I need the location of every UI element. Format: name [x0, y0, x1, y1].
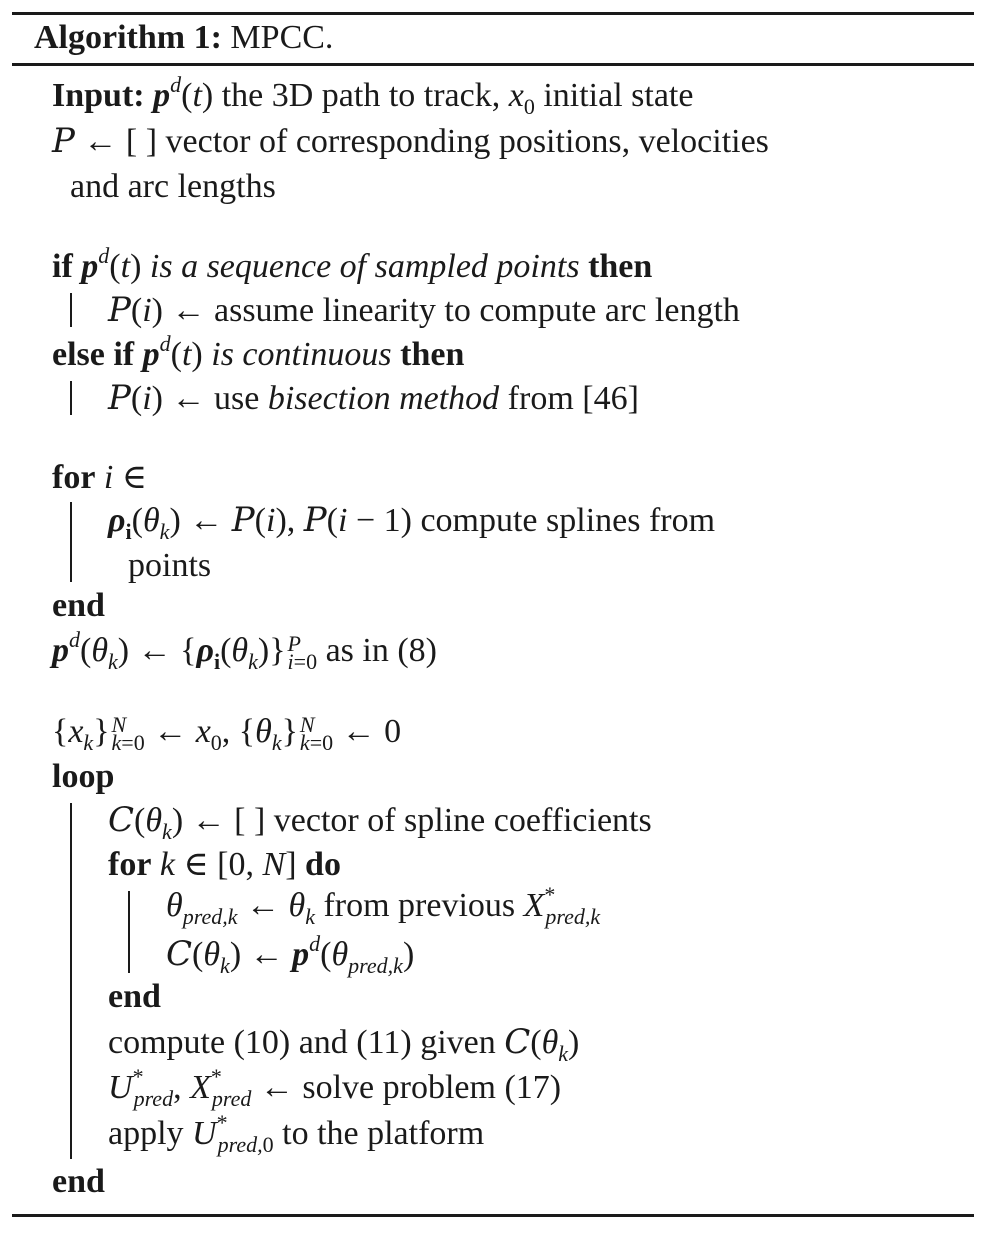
compute-text: compute (10) and (11) given	[108, 1024, 496, 1061]
math-u-x-pred: $U^*_{pred}$, $X^*_{pred}$ ←	[108, 1064, 294, 1111]
algorithm-name: MPCC.	[230, 19, 334, 56]
math-x-pred-k: $X^*_{pred,k}$	[523, 882, 601, 929]
apply-line	[108, 1110, 485, 1157]
input-keyword: Input:	[52, 77, 145, 114]
if-body-text: assume linearity to compute arc length	[214, 292, 740, 329]
p-vector-cont-text: and arc lengths	[70, 168, 276, 205]
p-vector-text: vector of corresponding positions, velocities	[165, 123, 769, 160]
solve-line	[108, 1064, 562, 1111]
bottom-rule	[12, 1214, 974, 1217]
pd-text: as in (8)	[325, 632, 438, 669]
apply-post-text: to the platform	[282, 1115, 485, 1152]
math-init: $\{x_k\}$ N k=0 ← $x_0$, $\{\theta_k\}$ N k=0 ← 0	[52, 712, 402, 756]
algorithm-label: Algorithm 1:	[34, 19, 222, 56]
math-pd-t: $p^d(t)$	[153, 72, 214, 114]
math-p-i: P(i) ←	[108, 290, 206, 330]
for2-line	[108, 845, 341, 885]
init-line	[52, 712, 402, 756]
then-keyword: then	[588, 248, 653, 285]
for-keyword: for	[52, 459, 96, 496]
for-body-continuation	[128, 546, 211, 586]
for-body-bar	[70, 502, 72, 582]
math-c-assign: $C(\theta_k)$ ← $p^d(\theta_{pred,k})$	[166, 931, 415, 978]
math-x0: $x_0$	[508, 77, 535, 119]
if-body-line	[108, 290, 740, 331]
p-vector-continuation	[70, 167, 276, 207]
for2-end-line	[108, 977, 161, 1017]
theta-pred-line	[166, 882, 601, 929]
for-body-line	[108, 500, 716, 544]
math-c-theta: $C(\theta_k)$	[504, 1022, 580, 1066]
math-rho-assign: $\rho_i(\theta_k)$ ← P(i), P(i − 1)	[108, 500, 412, 544]
end-keyword-3: end	[52, 1163, 105, 1200]
for2-keyword: for	[108, 846, 152, 883]
top-rule	[12, 12, 974, 15]
end-keyword-2: end	[108, 978, 161, 1015]
c-init-line	[108, 800, 652, 844]
input-line	[52, 72, 694, 119]
for-body-text: compute splines from	[420, 502, 716, 539]
theta-text: from previous	[323, 887, 516, 924]
for2-body-bar	[128, 891, 130, 973]
do-keyword: do	[305, 846, 341, 883]
p-vector-line	[52, 121, 769, 162]
pd-theta-line	[52, 627, 438, 675]
math-theta-pred: $\theta_{pred,k}$ ← $\theta_k$	[166, 887, 315, 929]
if-body-bar	[70, 293, 72, 327]
compute-line	[108, 1022, 580, 1066]
c-init-text: vector of spline coefficients	[273, 802, 652, 839]
if-line	[52, 243, 653, 287]
if-keyword: if	[52, 248, 73, 285]
elseif-line	[52, 331, 465, 375]
math-pd-t-if: $p^d(t)$	[81, 243, 142, 285]
math-pd-t-elseif: $p^d(t)$	[142, 331, 203, 373]
input-text: the 3D path to track,	[221, 77, 501, 114]
solve-text: solve problem (17)	[302, 1069, 562, 1106]
math-c-init: $C(\theta_k)$ ← [ ]	[108, 800, 266, 844]
math-k-range: k ∈ [0, N]	[159, 846, 297, 883]
apply-pre-text: apply	[108, 1115, 184, 1152]
if-condition: is a sequence of sampled points	[149, 248, 580, 285]
for-line	[52, 458, 147, 498]
input-state-text: initial state	[543, 77, 694, 114]
loop-keyword: loop	[52, 758, 115, 795]
then-keyword-2: then	[400, 336, 465, 373]
math-i-in: i ∈	[103, 459, 148, 496]
math-u-pred-0: $U^*_{pred,0}$	[192, 1110, 274, 1157]
c-assign-line	[166, 931, 415, 978]
elseif-condition: is continuous	[211, 336, 392, 373]
loop-body-bar	[70, 803, 72, 1159]
elseif-body-bar	[70, 381, 72, 415]
math-p-assign-empty: P ← [ ]	[52, 121, 158, 161]
loop-line	[52, 757, 114, 797]
elseif-keyword: else if	[52, 336, 135, 373]
elseif-body-pre: use	[214, 380, 260, 417]
for-end-line	[52, 586, 105, 626]
end-keyword: end	[52, 587, 105, 624]
math-p-i-2: P(i) ←	[108, 378, 206, 418]
elseif-body-post: from [46]	[507, 380, 639, 417]
algorithm-title	[34, 18, 333, 58]
for-body-cont-text: points	[128, 547, 212, 584]
elseif-body-emphasis: bisection method	[267, 380, 500, 417]
loop-end-line	[52, 1162, 105, 1202]
elseif-body-line	[108, 378, 639, 419]
header-rule	[12, 63, 974, 66]
math-pd-theta-assign: $p^d(\theta_k)$ ← $\{\rho_i(\theta_k)\}$ P i=0	[52, 627, 318, 675]
